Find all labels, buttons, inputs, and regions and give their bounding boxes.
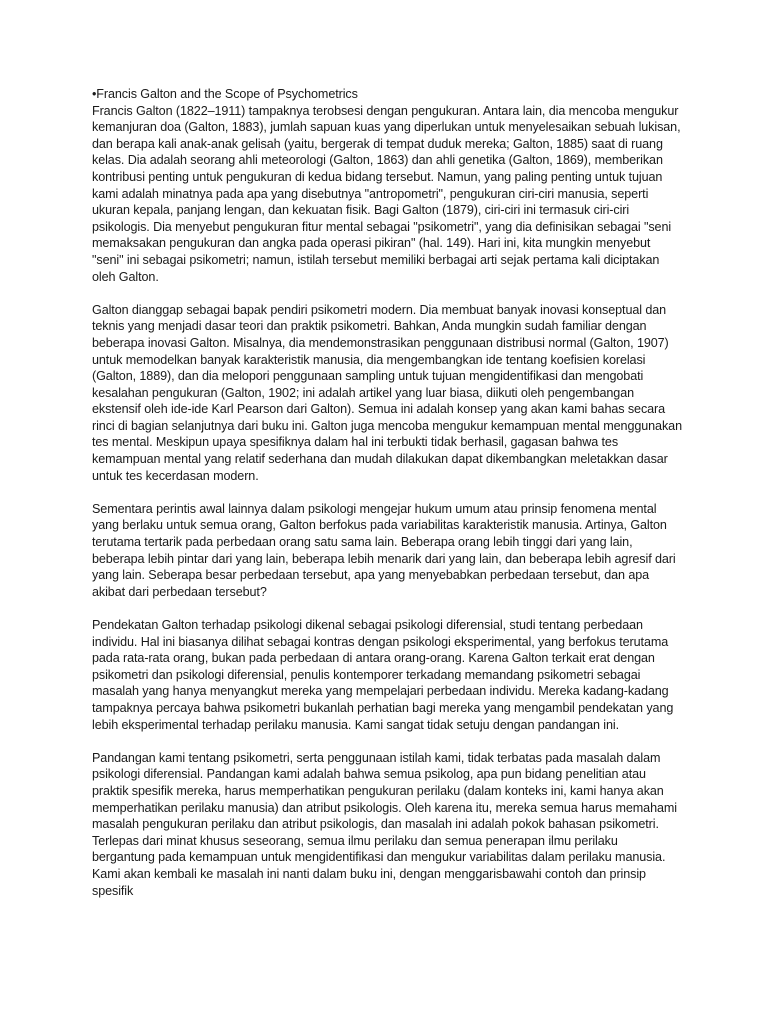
paragraph-3: Sementara perintis awal lainnya dalam psikologi mengejar hukum umum atau prinsip fenomena mental yang berlaku untuk semua orang, Galton berfokus pada variabilitas karakteristik manusia. Artinya, Galton terutama tertarik pada perbedaan orang satu sama lain. Beberapa orang lebih tinggi dari yang lain, beberapa lebih pintar dari yang lain, beberapa lebih menarik dari yang lain, dan beberapa lebih agresif dari yang lain. Seberapa besar perbedaan tersebut, apa yang menyebabkan perbedaan tersebut, dan apa akibat dari perbedaan tersebut?: [92, 501, 676, 599]
document-page: [92, 86, 682, 916]
paragraph-1: Francis Galton (1822–1911) tampaknya terobsesi dengan pengukuran. Antara lain, dia mencoba mengukur kemanjuran doa (Galton, 1883), jumlah sapuan kuas yang diperlukan untuk menyelesaikan sebuah lukisan, dan berapa kali anak-anak gelisah (yaitu, bergerak di tempat duduk mereka; Galton, 1885) saat di ruang kelas. Dia adalah seorang ahli meteorologi (Galton, 1863) dan ahli genetika (Galton, 1869), memberikan kontribusi penting untuk pengukuran di kedua bidang tersebut. Namun, yang paling penting untuk tujuan kami adalah minatnya pada apa yang disebutnya "antropometri", pengukuran ciri-ciri manusia, seperti ukuran kepala, panjang lengan, dan kekuatan fisik. Bagi Galton (1879), ciri-ciri ini termasuk ciri-ciri psikologis. Dia menyebut pengukuran fitur mental sebagai "psikometri", yang dia definisikan sebagai "seni memaksakan pengukuran dan angka pada operasi pikiran" (hal. 149). Hari ini, kita mungkin menyebut "seni" ini sebagai psikometri; namun, istilah tersebut memiliki berbagai arti sejak pertama kali diciptakan oleh Galton.: [92, 103, 681, 284]
paragraph-5: Pandangan kami tentang psikometri, serta penggunaan istilah kami, tidak terbatas pada masalah dalam psikologi diferensial. Pandangan kami adalah bahwa semua psikolog, apa pun bidang penelitian atau praktik spesifik mereka, harus memperhatikan pengukuran perilaku (dalam konteks ini, kami hanya akan memperhatikan perilaku manusia) dan atribut psikologis. Oleh karena itu, mereka semua harus memahami masalah pengukuran perilaku dan atribut psikologis, dan masalah ini adalah pokok bahasan psikometri. Terlepas dari minat khusus seseorang, semua ilmu perilaku dan semua penerapan ilmu perilaku bergantung pada kemampuan untuk mengidentifikasi dan mengukur variabilitas dalam perilaku manusia. Kami akan kembali ke masalah ini nanti dalam buku ini, dengan menggarisbawahi contoh dan prinsip spesifik: [92, 750, 677, 898]
paragraph-2: Galton dianggap sebagai bapak pendiri psikometri modern. Dia membuat banyak inovasi konseptual dan teknis yang menjadi dasar teori dan praktik psikometri. Bahkan, Anda mungkin sudah familiar dengan beberapa inovasi Galton. Misalnya, dia mendemonstrasikan penggunaan distribusi normal (Galton, 1907) untuk memodelkan banyak karakteristik manusia, dia mengembangkan ide tentang koefisien korelasi (Galton, 1889), dan dia melopori penggunaan sampling untuk tujuan mengidentifikasi dan mengobati kesalahan pengukuran (Galton, 1902; ini adalah artikel yang luar biasa, diikuti oleh pengembangan ekstensif oleh ide-ide Karl Pearson dari Galton). Semua ini adalah konsep yang akan kami bahas secara rinci di bagian selanjutnya dari buku ini. Galton juga mencoba mengukur kemampuan mental menggunakan tes mental. Meskipun upaya spesifiknya dalam hal ini terbukti tidak berhasil, gagasan bahwa tes kemampuan mental yang relatif sederhana dan mudah dilakukan dapat dikembangkan meletakkan dasar untuk tes kecerdasan modern.: [92, 302, 682, 483]
paragraph-4: Pendekatan Galton terhadap psikologi dikenal sebagai psikologi diferensial, studi tentang perbedaan individu. Hal ini biasanya dilihat sebagai kontras dengan psikologi eksperimental, yang berfokus terutama pada rata-rata orang, bukan pada perbedaan di antara orang-orang. Karena Galton terkait erat dengan psikometri dan psikologi diferensial, penulis kontemporer terkadang memandang psikometri sebagai masalah yang hanya menyangkut mereka yang mempelajari perbedaan individu. Mereka kadang-kadang tampaknya percaya bahwa psikometri bukanlah perhatian bagi mereka yang mengambil pendekatan yang lebih eksperimental terhadap perilaku manusia. Kami sangat tidak setuju dengan pandangan ini.: [92, 618, 674, 732]
section-heading: •Francis Galton and the Scope of Psychometrics: [92, 87, 358, 101]
